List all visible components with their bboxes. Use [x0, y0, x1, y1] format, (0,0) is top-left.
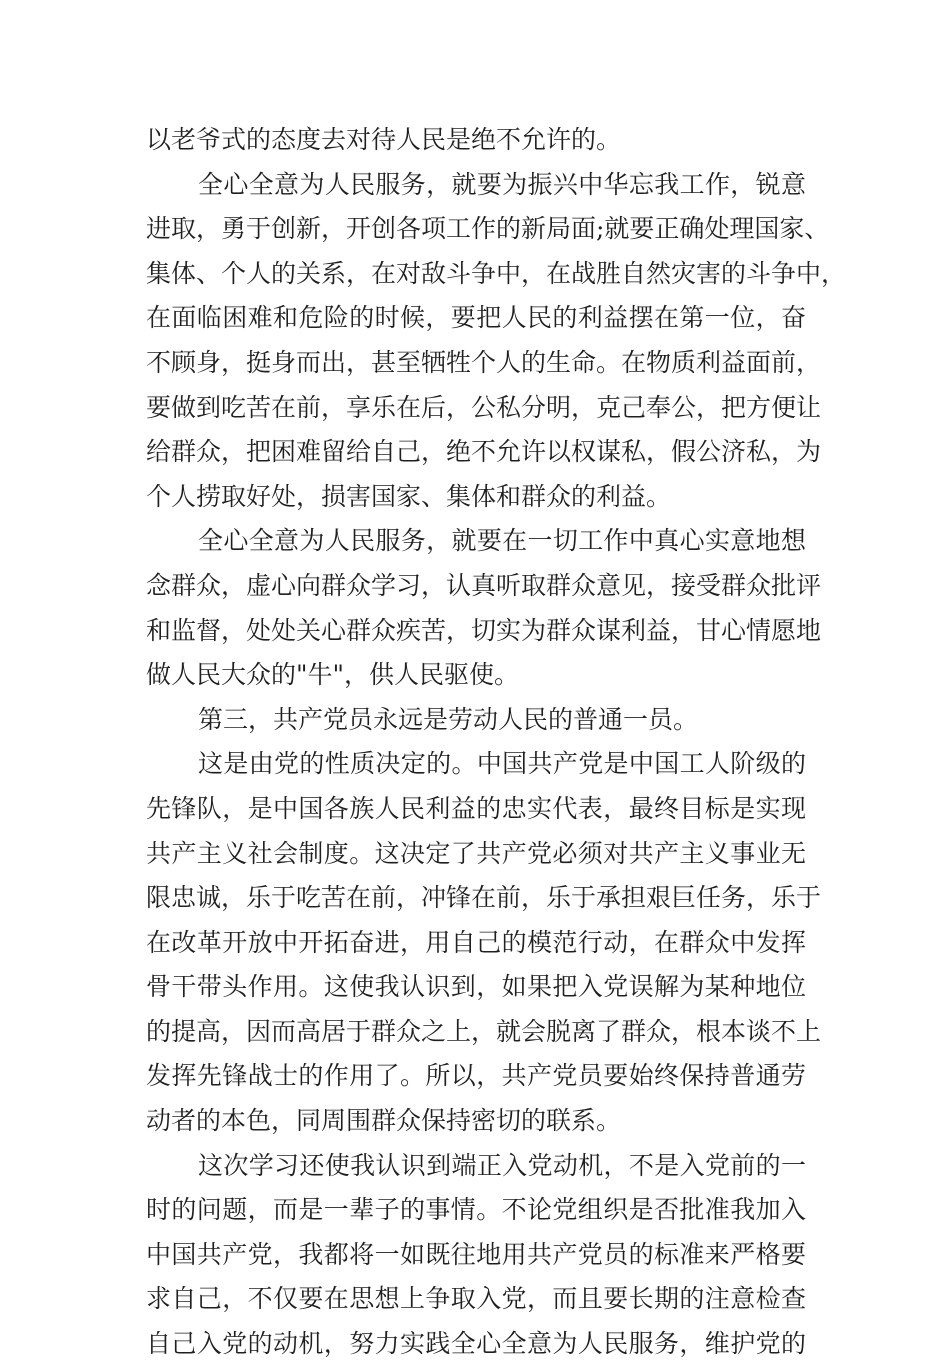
- text-line: 在面临困难和危险的时候，要把人民的利益摆在第一位，奋: [146, 303, 806, 333]
- text-line: 给群众，把困难留给自己，绝不允许以权谋私，假公济私，为: [146, 437, 822, 467]
- text-line: 全心全意为人民服务，就要在一切工作中真心实意地想: [198, 526, 806, 556]
- text-line: 共产主义社会制度。这决定了共产党必须对共产主义事业无: [146, 838, 806, 868]
- text-line: 念群众，虚心向群众学习，认真听取群众意见，接受群众批评: [146, 570, 822, 600]
- text-line: 这次学习还使我认识到端正入党动机，不是入党前的一: [198, 1150, 806, 1180]
- text-line: 这是由党的性质决定的。中国共产党是中国工人阶级的: [198, 749, 806, 779]
- text-line: 以老爷式的态度去对待人民是绝不允许的。: [146, 125, 622, 154]
- text-line: 中国共产党，我都将一如既往地用共产党员的标准来严格要: [146, 1239, 806, 1269]
- text-line: 的提高，因而高居于群众之上，就会脱离了群众，根本谈不上: [146, 1016, 822, 1046]
- text-line: 集体、个人的关系，在对敌斗争中，在战胜自然灾害的斗争中，: [146, 258, 847, 288]
- text-line: 和监督，处处关心群众疾苦，切实为群众谋利益，甘心情愿地: [146, 615, 822, 645]
- text-line: 个人捞取好处，损害国家、集体和群众的利益。: [146, 481, 672, 511]
- body-text: [146, 118, 847, 1367]
- text-line: 发挥先锋战士的作用了。所以，共产党员要始终保持普通劳: [146, 1061, 806, 1091]
- text-line: 进取，勇于创新，开创各项工作的新局面;就要正确处理国家、: [146, 214, 830, 244]
- text-line: 骨干带头作用。这使我认识到，如果把入党误解为某种地位: [146, 972, 806, 1002]
- text-line: 自己入党的动机，努力实践全心全意为人民服务，维护党的: [146, 1329, 806, 1359]
- text-line: 全心全意为人民服务，就要为振兴中华忘我工作，锐意: [198, 169, 806, 199]
- text-line: 要做到吃苦在前，享乐在后，公私分明，克己奉公，把方便让: [146, 392, 822, 422]
- text-line: 限忠诚，乐于吃苦在前，冲锋在前，乐于承担艰巨任务，乐于: [146, 883, 822, 913]
- text-line: 动者的本色，同周围群众保持密切的联系。: [146, 1106, 622, 1136]
- text-line: 不顾身，挺身而出，甚至牺牲个人的生命。在物质利益面前，: [146, 347, 822, 377]
- text-line: 做人民大众的"牛"，供人民驱使。: [146, 660, 519, 690]
- text-line: 求自己，不仅要在思想上争取入党，而且要长期的注意检查: [146, 1284, 806, 1314]
- text-line: 时的问题，而是一辈子的事情。不论党组织是否批准我加入: [146, 1195, 806, 1225]
- text-line: 第三，共产党员永远是劳动人民的普通一员。: [198, 704, 699, 734]
- text-line: 在改革开放中开拓奋进，用自己的模范行动，在群众中发挥: [146, 927, 806, 957]
- text-line: 先锋队，是中国各族人民利益的忠实代表，最终目标是实现: [146, 793, 806, 823]
